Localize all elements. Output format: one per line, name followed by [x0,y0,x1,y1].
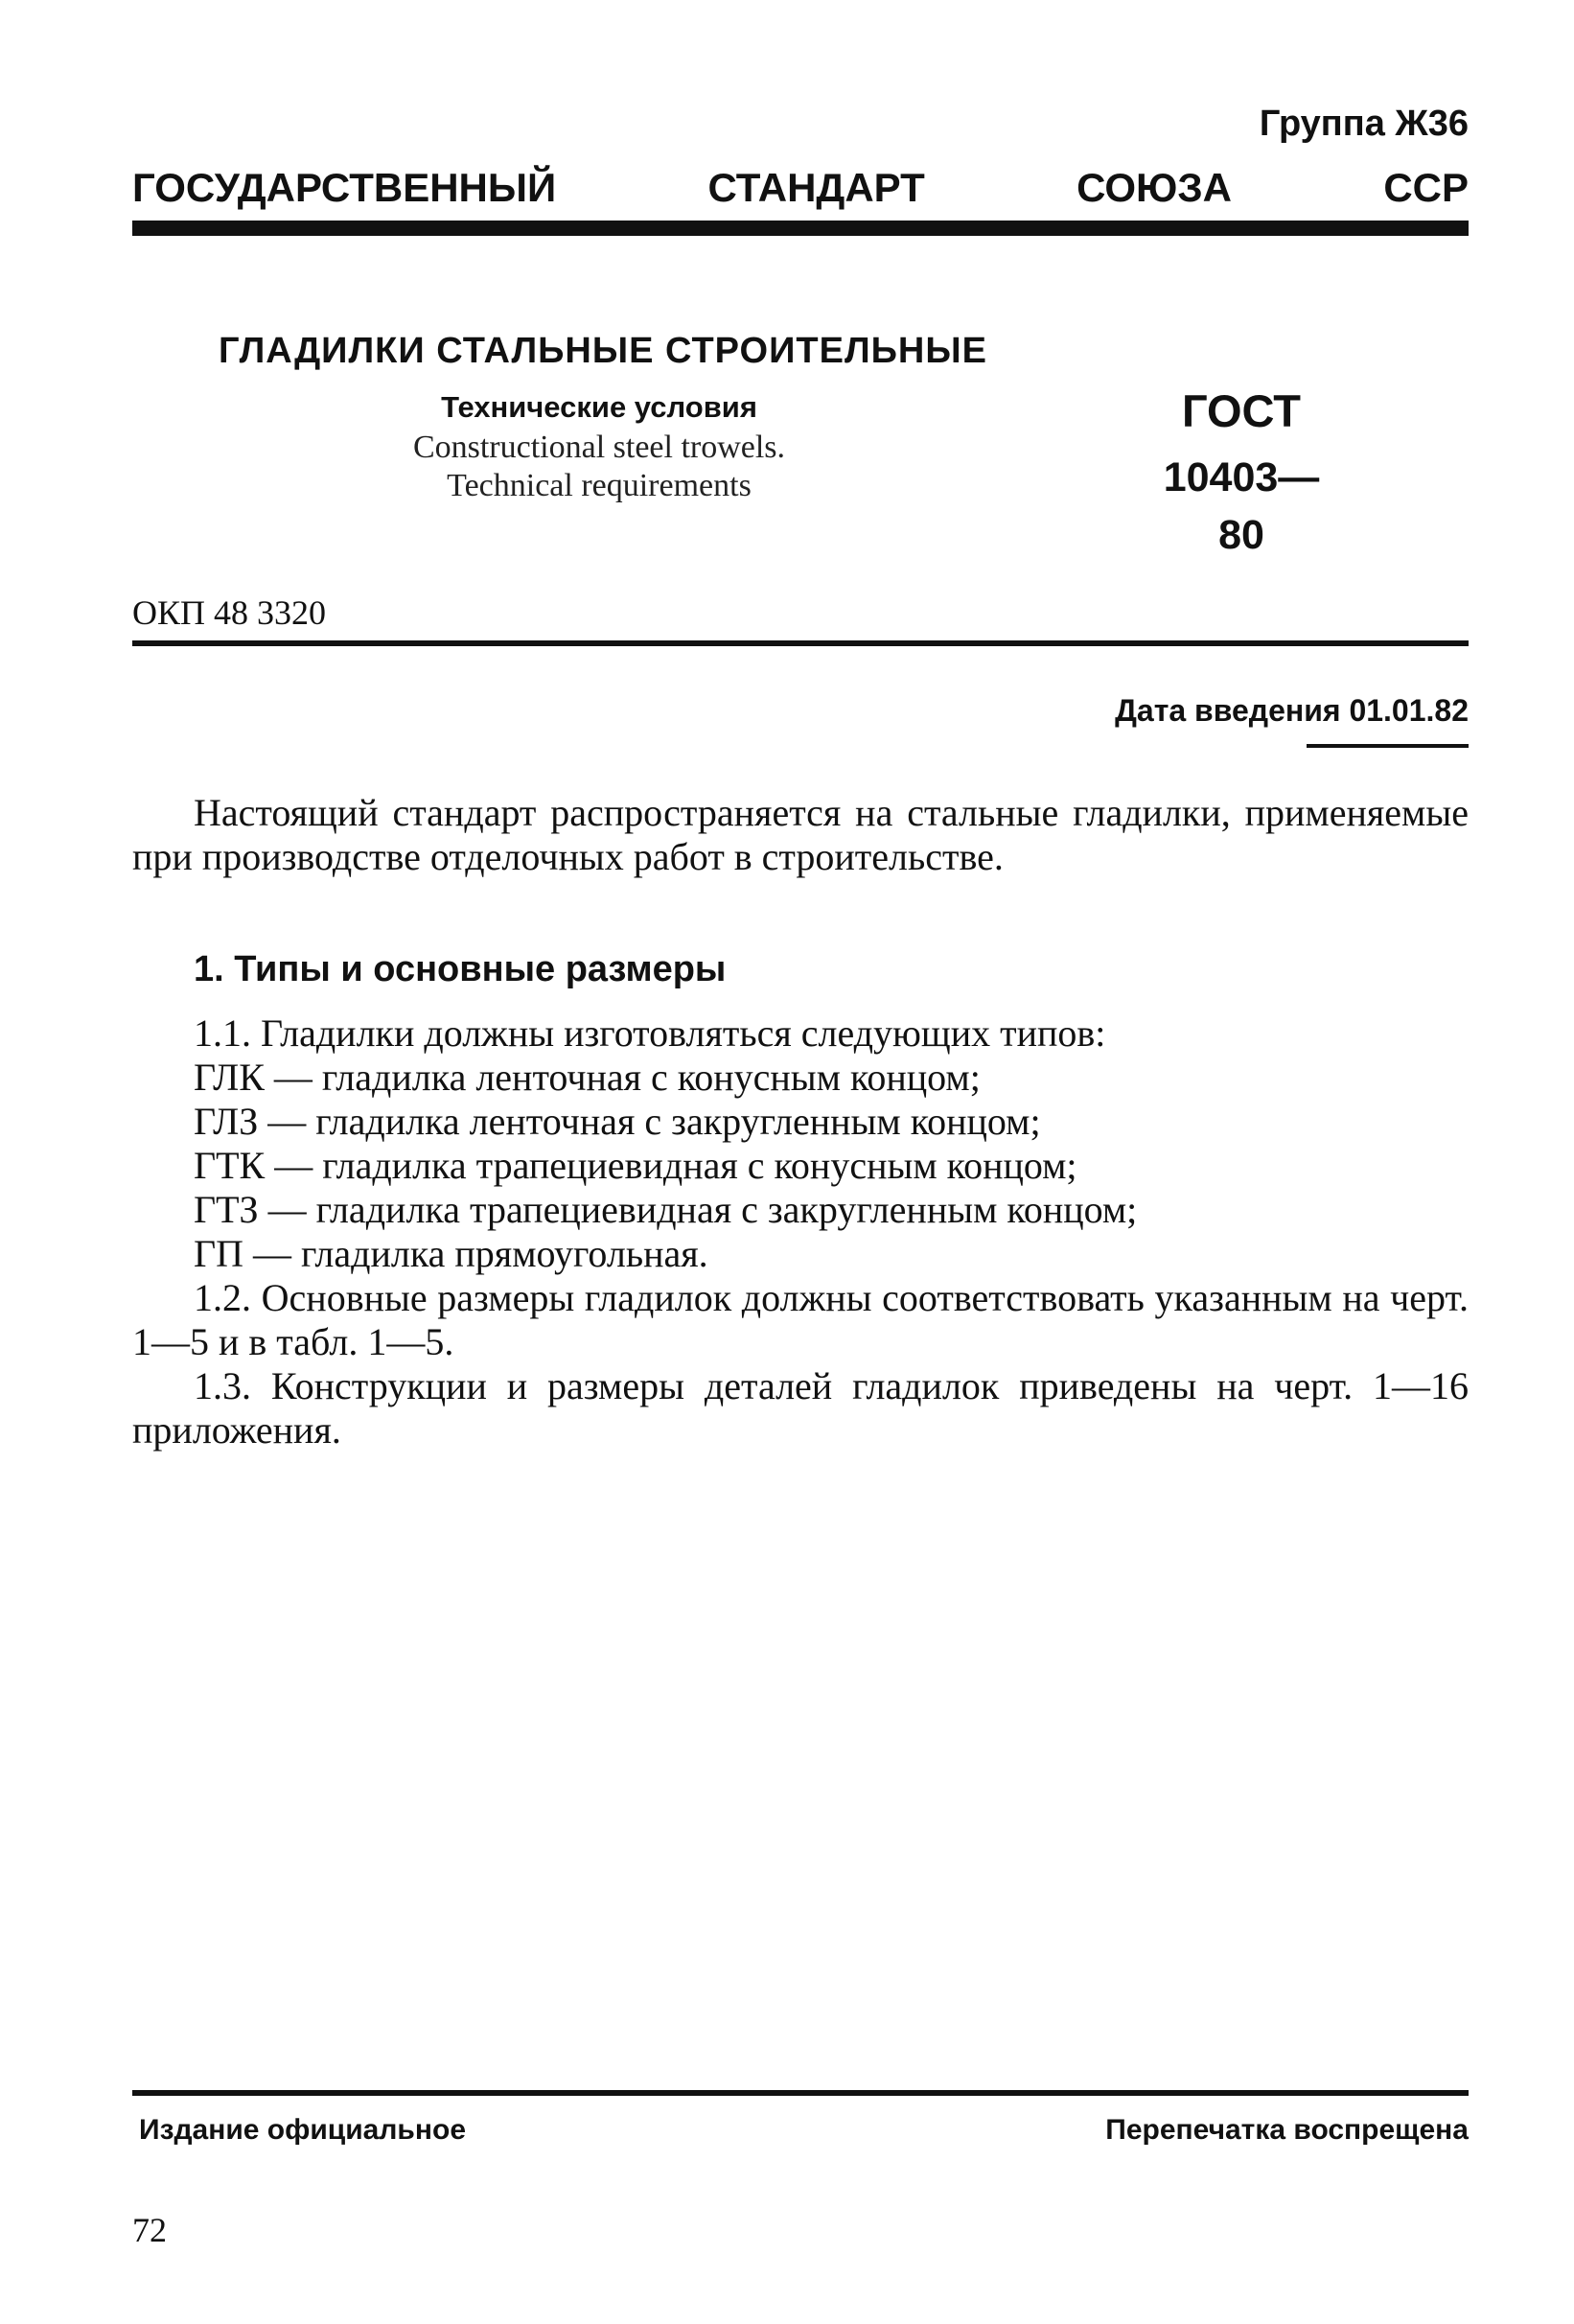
intro-paragraph: Настоящий стандарт распространяется на стальные гладилки, применяемые при производстве отделочных работ в строительстве. [132,791,1469,878]
type-item: ГТК — гладилка трапециевидная с конусным концом; [194,1144,1077,1187]
document-title: ГЛАДИЛКИ СТАЛЬНЫЕ СТРОИТЕЛЬНЫЕ [219,331,987,371]
item-1-1: 1.1. Гладилки должны изготовляться следующих типов: [194,1011,1106,1055]
subtitle-block [364,386,834,505]
footer-rule [132,2090,1469,2096]
gost-number: 10403—80 [1163,454,1320,558]
footer-reprint-prohibited: Перепечатка воспрещена [1105,2114,1469,2146]
type-item: ГЛК — гладилка ленточная с конусным концом; [194,1056,981,1099]
okp-code: ОКП 48 3320 [132,593,327,632]
gost-label: ГОСТ [1181,385,1302,436]
type-item: ГП — гладилка прямоугольная. [194,1232,708,1275]
header-rule [132,221,1469,236]
section-1-items [132,1011,1469,1452]
state-standard-heading: ГОСУДАРСТВЕННЫЙ СТАНДАРТ СОЮЗА ССР [132,165,1469,210]
type-item: ГЛЗ — гладилка ленточная с закругленным концом; [194,1100,1041,1143]
item-1-2: 1.2. Основные размеры гладилок должны соответствовать указанным на черт. 1—5 и в табл. 1—5. [132,1276,1469,1363]
type-item: ГТЗ — гладилка трапециевидная с закругленным концом; [194,1188,1138,1231]
subtitle-en-line1: Constructional steel trowels. [412,430,786,465]
subtitle-ru: Технические условия [441,390,757,424]
group-label: Группа Ж36 [1259,104,1469,144]
okp-rule [132,640,1469,646]
date-underline [1307,744,1469,748]
introduction-date: Дата введения 01.01.82 [1115,693,1469,728]
item-1-3: 1.3. Конструкции и размеры деталей гладилок приведены на черт. 1—16 приложения. [132,1364,1469,1452]
gost-block [1150,382,1332,564]
page-number: 72 [132,2211,167,2249]
footer-official-edition: Издание официальное [139,2114,467,2146]
section-heading: 1. Типы и основные размеры [194,949,727,989]
subtitle-en-line2: Technical requirements [447,468,752,503]
